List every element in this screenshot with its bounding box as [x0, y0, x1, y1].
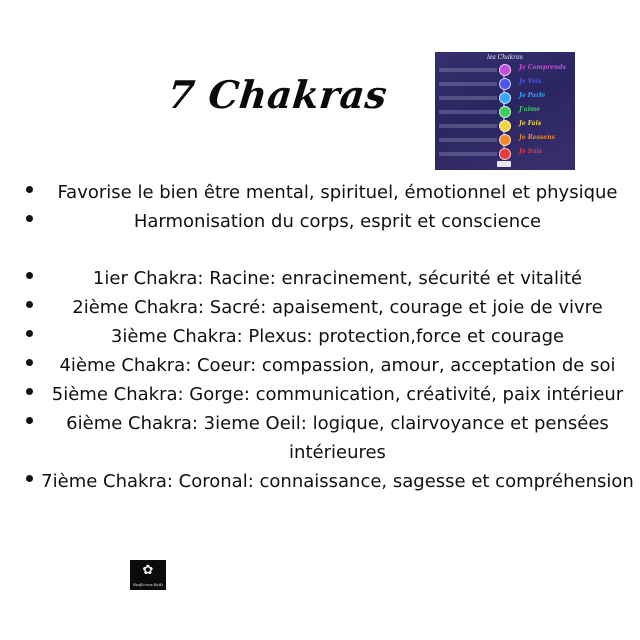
list-spacer: [0, 236, 640, 264]
page-title: 7 Chakras: [165, 72, 390, 117]
list-item-text: 3ième Chakra: Plexus: protection,force et courage: [110, 326, 565, 347]
bullet-icon: [26, 359, 33, 366]
list-item-text: 6ième Chakra: 3ieme Oeil: logique, clairvoyance et pensées intérieures: [66, 413, 609, 463]
list-item: [0, 467, 640, 496]
chakra-label-5: Je Fais: [519, 120, 542, 127]
chakra-dot-3: [499, 92, 511, 104]
brand-logo-text: Reuflo'new Reiki: [133, 583, 163, 587]
bullet-icon: [26, 475, 33, 482]
chakra-left-caption-3: [439, 96, 497, 100]
list-item-text: Harmonisation du corps, esprit et conscience: [133, 211, 542, 232]
chakra-dot-5: [499, 120, 511, 132]
list-item-text: 2ième Chakra: Sacré: apaisement, courage et joie de vivre: [72, 297, 603, 318]
chakra-label-6: Je Ressens: [519, 134, 555, 141]
bullet-icon: [26, 186, 33, 193]
chakra-dot-2: [499, 78, 511, 90]
chakra-label-1: Je Comprends: [519, 64, 566, 71]
list-item: [0, 178, 640, 207]
list-item-text: Favorise le bien être mental, spirituel, émotionnel et physique: [57, 182, 618, 203]
list-item: [0, 351, 640, 380]
list-item: [0, 207, 640, 236]
chakra-label-7: Je Suis: [519, 148, 543, 155]
bullet-icon: [26, 417, 33, 424]
chakra-label-4: J'aime: [519, 106, 541, 113]
bullet-icon: [26, 388, 33, 395]
bullet-icon: [26, 330, 33, 337]
chakra-dot-7: [499, 148, 511, 160]
chakra-left-caption-2: [439, 82, 497, 86]
list-item: [0, 380, 640, 409]
chakra-illustration: [435, 52, 575, 170]
chakra-left-caption-4: [439, 110, 497, 114]
chakra-dot-6: [499, 134, 511, 146]
brand-logo: [130, 560, 166, 590]
lotus-icon: ✿: [142, 563, 154, 578]
list-item: [0, 322, 640, 351]
chakra-illustration-footer: [497, 161, 511, 167]
chakra-left-caption-6: [439, 138, 497, 142]
list-item-text: 4ième Chakra: Coeur: compassion, amour, acceptation de soi: [59, 355, 616, 376]
chakra-left-caption-5: [439, 124, 497, 128]
list-item-text: 1ier Chakra: Racine: enracinement, sécurité et vitalité: [92, 268, 583, 289]
list-item: [0, 293, 640, 322]
list-item: [0, 264, 640, 293]
list-item: [0, 409, 640, 467]
bullet-icon: [26, 301, 33, 308]
chakra-label-3: Je Parle: [519, 92, 546, 99]
chakra-label-2: Je Vois: [519, 78, 542, 85]
bullet-icon: [26, 272, 33, 279]
list-item-text: 7ième Chakra: Coronal: connaissance, sagesse et compréhension: [41, 471, 634, 492]
bullet-list: [0, 178, 640, 496]
chakra-illustration-title: les Chakras: [487, 54, 523, 61]
chakra-left-caption-1: [439, 68, 497, 72]
chakra-left-caption-7: [439, 152, 497, 156]
list-item-text: 5ième Chakra: Gorge: communication, créativité, paix intérieur: [51, 384, 624, 405]
chakra-dot-1: [499, 64, 511, 76]
bullet-icon: [26, 215, 33, 222]
chakra-dot-4: [499, 106, 511, 118]
